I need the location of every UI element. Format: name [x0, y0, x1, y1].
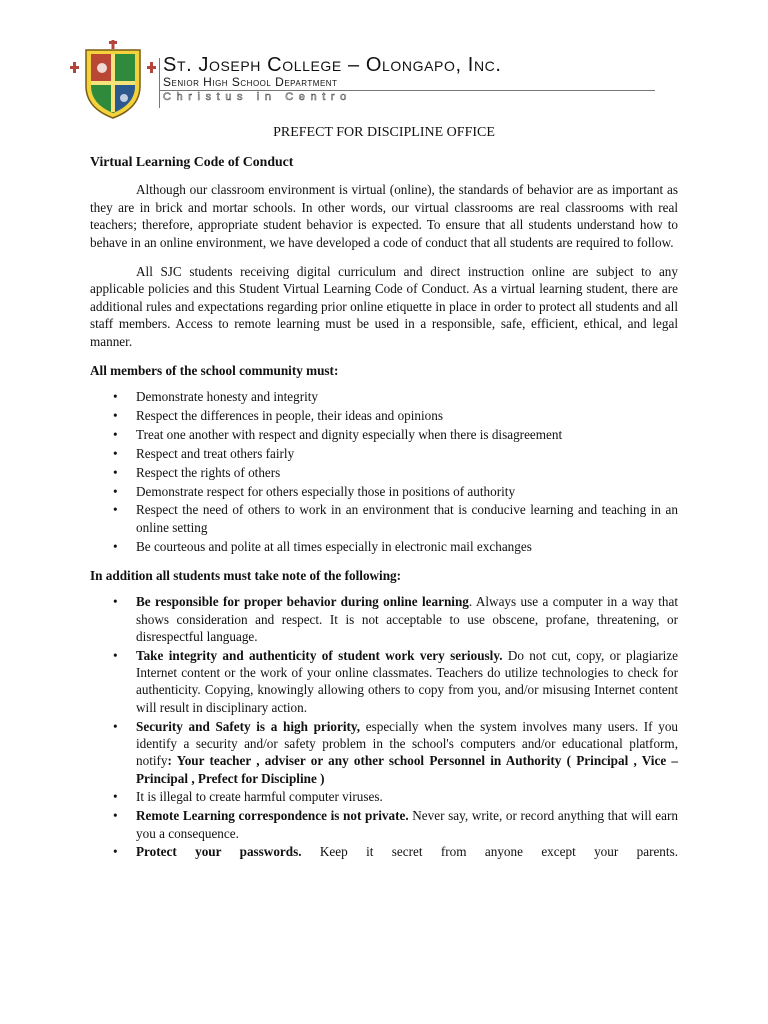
note-text: Never say, write, or record anything that will earn you a consequence. [136, 808, 679, 841]
list-item [90, 538, 678, 555]
school-seal-logo [66, 40, 160, 120]
letterhead [66, 40, 666, 120]
department-name: Senior High School Department [163, 75, 338, 89]
note-text: . Always use a computer in a way that shows consideration and respect. It is not acceptable to use obscene, profane, threatening, or disrespectful language. [136, 594, 678, 644]
bullet: • [113, 538, 118, 554]
note-lead: Remote Learning correspondence is not private. [136, 808, 409, 824]
list-item [90, 788, 678, 805]
note-text: especially when the system involves many users. If you identify a security and/or safety problem in the school's computers and/or educational platform, notify [136, 718, 679, 769]
bullet: • [113, 789, 118, 805]
bullet: • [113, 502, 118, 518]
list-item-text: Respect the need of others to work in an environment that is conducive learning and teaching in an online setting [136, 502, 678, 535]
list-item [90, 718, 678, 787]
note-lead: Be responsible for proper behavior during online learning [136, 594, 469, 610]
bullet: • [113, 408, 118, 424]
intro-paragraph: Although our classroom environment is virtual (online), the standards of behavior are as important as they are in brick and mortar schools. In other words, our virtual classrooms are real classrooms with real teachers; therefore, appropriate student behavior is expected. To ensure that all students understand how to behave in an online environment, we have developed a code of conduct that all students are required to follow. [90, 182, 678, 250]
note-authority: : Your teacher , adviser or any other school Personnel in Authority ( Principal , Vice – Principal , Prefect for Discipline ) [136, 753, 678, 786]
header-vertical-rule [159, 58, 160, 108]
note-lead: Security and Safety is a high priority, [136, 718, 361, 734]
bullet: • [113, 718, 118, 734]
list-item [90, 426, 678, 443]
policy-paragraph: All SJC students receiving digital curriculum and direct instruction online are subject to any applicable policies and this Student Virtual Learning Code of Conduct. As a virtual learning student, there are additional rules and expectations regarding prior online etiquette in place in order to protect all students and all staff members. Access to remote learning must be used in a responsible, safe, efficient, ethical, and legal manner. [90, 263, 678, 349]
list-item-text: Demonstrate honesty and integrity [136, 389, 319, 405]
office-title: PREFECT FOR DISCIPLINE OFFICE [273, 125, 495, 140]
list-item [90, 593, 678, 645]
list-item [90, 483, 678, 500]
list-item [90, 843, 678, 860]
bullet: • [113, 445, 118, 461]
list-item-text: Demonstrate respect for others especially those in positions of authority [136, 483, 516, 499]
school-name: St. Joseph College – Olongapo, Inc. [163, 54, 502, 76]
list-item [90, 388, 678, 405]
note-text: Do not cut, copy, or plagiarize Internet content or the work of your online classmates. Teachers do utilize technologies to check for authenticity. Copying, knowingly allowing others to copy from you, and/or misusing Internet content will result in disciplinary action. [136, 647, 679, 715]
bullet: • [113, 594, 118, 610]
bullet: • [113, 426, 118, 442]
list-item-text: Respect the differences in people, their ideas and opinions [136, 408, 444, 424]
list-item [90, 807, 678, 842]
list-item-text: Treat one another with respect and dignity especially when there is disagreement [136, 426, 563, 442]
list-item-text: Respect and treat others fairly [136, 445, 295, 461]
note-lead: Protect your passwords. [136, 844, 302, 860]
bullet: • [113, 389, 118, 405]
bullet: • [113, 844, 118, 860]
members-heading: All members of the school community must: [90, 362, 339, 378]
bullet: • [113, 483, 118, 499]
students-heading: In addition all students must take note of the following: [90, 567, 402, 583]
document-body [90, 124, 678, 862]
members-list [90, 388, 678, 555]
school-motto: Christus in Centro [163, 91, 352, 103]
student-notes-list [90, 593, 678, 860]
bullet: • [113, 647, 118, 663]
bullet: • [113, 808, 118, 824]
note-text: It is illegal to create harmful computer viruses. [136, 789, 383, 805]
note-lead: Take integrity and authenticity of student work very seriously. [136, 647, 503, 663]
note-text: Keep it secret from anyone except your parents. [301, 844, 678, 860]
list-item [90, 464, 678, 481]
bullet: • [113, 464, 118, 480]
list-item [90, 501, 678, 535]
list-item-text: Be courteous and polite at all times especially in electronic mail exchanges [136, 538, 532, 554]
list-item [90, 407, 678, 424]
list-item-text: Respect the rights of others [136, 464, 281, 480]
document-title: Virtual Learning Code of Conduct [90, 153, 294, 169]
list-item [90, 445, 678, 462]
list-item [90, 647, 678, 716]
